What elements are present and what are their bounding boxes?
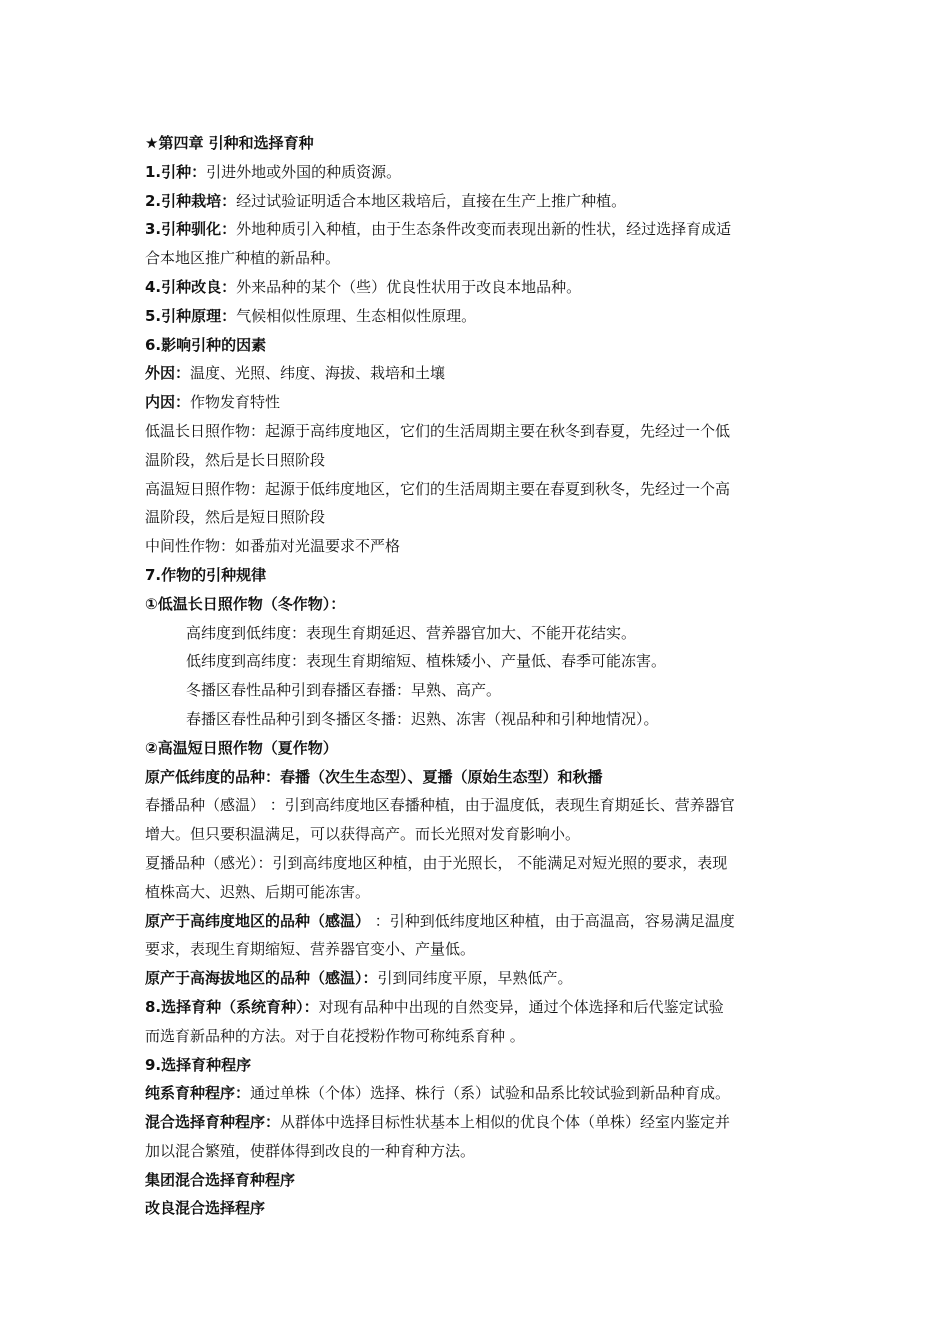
origin-high-altitude: 原产于高海拔地区的品种（感温）：引到同纬度平原，早熟低产。 xyxy=(145,969,573,988)
origin-low-latitude: 原产低纬度的品种：春播（次生生态型）、夏播（原始生态型）和秋播 xyxy=(145,767,603,786)
origin-high-latitude: 原产于高纬度地区的品种（感温） ：引种到低纬度地区种植，由于高温高，容易满足温度 xyxy=(145,911,735,930)
section-heading-rules: 7.作物的引种规律 xyxy=(145,565,267,584)
low-temp-long-day-cont: 温阶段，然后是长日照阶段 xyxy=(145,450,326,469)
selection-breeding: 8.选择育种（系统育种）：对现有品种中出现的自然变异，通过个体选择和后代鉴定试验 xyxy=(145,997,724,1016)
outer-factors: 外因：温度、光照、纬度、海拔、栽培和土壤 xyxy=(145,364,446,383)
mass-selection-procedure: 混合选择育种程序：从群体中选择目标性状基本上相似的优良个体（单株）经室内鉴定并 xyxy=(145,1113,731,1132)
rule-item: 春播区春性品种引到冬播区冬播：迟熟、冻害（视品种和引种地情况）。 xyxy=(186,709,659,728)
section-heading-procedure: 9.选择育种程序 xyxy=(145,1055,252,1074)
selection-breeding-cont: 而选育新品种的方法。对于自花授粉作物可称纯系育种 。 xyxy=(145,1026,525,1045)
inner-factors: 内因：作物发育特性 xyxy=(145,393,281,412)
definition-cultivation: 2.引种栽培：经过试验证明适合本地区栽培后，直接在生产上推广种植。 xyxy=(145,191,627,210)
summer-varieties-cont: 植株高大、迟熟、后期可能冻害。 xyxy=(145,882,371,901)
term: 2.引种栽培 xyxy=(145,191,222,210)
term: 4.引种改良 xyxy=(145,277,222,296)
term: 5.引种原理 xyxy=(145,306,222,325)
term: 1.引种 xyxy=(145,162,192,181)
rule-item: 高纬度到低纬度：表现生育期延迟、营养器官加大、不能开花结实。 xyxy=(186,623,637,642)
high-temp-short-day: 高温短日照作物：起源于低纬度地区，它们的生活周期主要在春夏到秋冬，先经过一个高 xyxy=(145,479,731,498)
origin-high-latitude-cont: 要求，表现生育期缩短、营养器官变小、产量低。 xyxy=(145,940,476,959)
definition-improvement: 4.引种改良：外来品种的某个（些）优良性状用于改良本地品种。 xyxy=(145,277,582,296)
definition-domestication: 3.引种驯化：外地种质引入种植，由于生态条件改变而表现出新的性状，经过选择育成适 xyxy=(145,220,732,239)
high-temp-short-day-cont: 温阶段，然后是短日照阶段 xyxy=(145,508,326,527)
rule-item: 冬播区春性品种引到春播区春播：早熟、高产。 xyxy=(186,681,502,700)
subheading-summer-crops: ②高温短日照作物（夏作物） xyxy=(145,738,338,757)
pure-line-procedure: 纯系育种程序：通过单株（个体）选择、株行（系）试验和品系比较试验到新品种育成。 xyxy=(145,1084,731,1103)
spring-varieties: 春播品种（感温） ：引到高纬度地区春播种植，由于温度低，表现生育期延长、营养器官 xyxy=(145,796,735,815)
mass-selection-procedure-cont: 加以混合繁殖，使群体得到改良的一种育种方法。 xyxy=(145,1141,476,1160)
term: 3.引种驯化 xyxy=(145,220,222,239)
low-temp-long-day: 低温长日照作物：起源于高纬度地区，它们的生活周期主要在秋冬到春夏，先经过一个低 xyxy=(145,421,731,440)
section-heading-factors: 6.影响引种的因素 xyxy=(145,335,267,354)
definition-domestication-cont: 合本地区推广种植的新品种。 xyxy=(145,249,341,268)
definition-principle: 5.引种原理：气候相似性原理、生态相似性原理。 xyxy=(145,306,477,325)
spring-varieties-cont: 增大。但只要积温满足，可以获得高产。而长光照对发育影响小。 xyxy=(145,825,581,844)
subheading-winter-crops: ①低温长日照作物（冬作物）： xyxy=(145,594,346,613)
group-mass-selection: 集团混合选择育种程序 xyxy=(145,1170,296,1189)
chapter-title: ★第四章 引种和选择育种 xyxy=(145,134,314,152)
intermediate-crops: 中间性作物：如番茄对光温要求不严格 xyxy=(145,537,401,556)
rule-item: 低纬度到高纬度：表现生育期缩短、植株矮小、产量低、春季可能冻害。 xyxy=(186,652,667,671)
definition-yinzhong: 1.引种：引进外地或外国的种质资源。 xyxy=(145,162,402,181)
document-page xyxy=(145,129,815,1223)
summer-varieties: 夏播品种（感光）：引到高纬度地区种植，由于光照长， 不能满足对短光照的要求，表现 xyxy=(145,853,728,872)
improved-mass-selection: 改良混合选择程序 xyxy=(145,1199,266,1218)
